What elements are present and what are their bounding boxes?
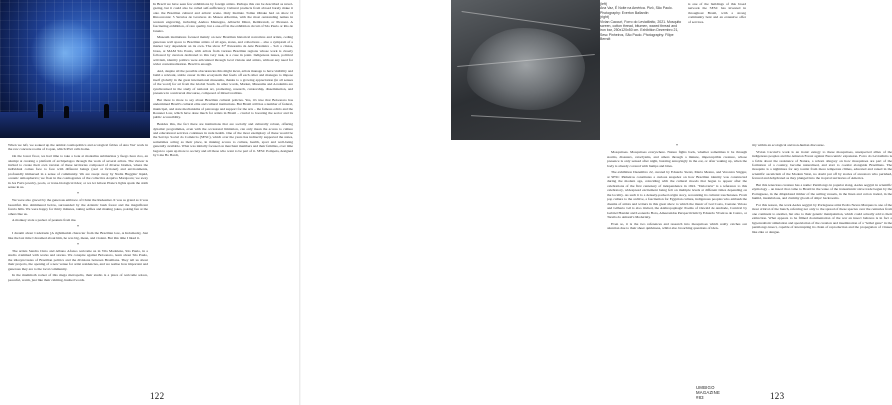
right-column-intro (688, 2, 746, 26)
body-paragraph: For this reason, the work Aedes aegypti by Portuguese artist Pedro Neves Marques is one of the most critical of the bunch, referring not only to the spread of these species over the centuries from one continent to another, but also to their genetic manipulation, which could actually add to their extinction. What appears to be filmed documentation of the war an insect behaves is in fact a hyperrealistic simulation and speculation of the creation and insemination of a "lethal gene" in the pernilongo insect, capable of interrupting its chain of reproduction and the propagation of viruses like zika or dengue. (752, 203, 892, 234)
body-paragraph: The artists Sandra Cinto and Albano Afonso welcome us in Vila Madalena, São Paulo, in a studio crammed with works and stories. We conspire against Bolsonaro, learn about São Paulo, the idiosyncrasies of Brazilian politics and the divisions between Brazilians. They tell us about their projects, the opening of a new venue for artist residencies, and we realise how important and generous they are to the local community. (8, 249, 148, 271)
body-paragraph: We were also graced by the generous embrace of Christ the Redeemer. It was as grand as it was beautiful. Rio shimmered below, surrounded by the Atlantic bush forest and the magnificent favela hills. We were happy for thirty minutes, taking selfies and making jokes, poking fun at the others like us. (8, 198, 148, 216)
body-paragraph: In the mammoth rocket of this mega metropolis, their studio is a place of welcome solace, peaceful, warm, just like their calming, hushed words. (8, 273, 148, 282)
installation-photo (0, 0, 150, 138)
body-paragraph: I dreamt about Cadeirudo [A rightmarish character from the Brazilian lore, A Indomada]. Just like the last time I dreamed about him, he was big, mean, and violent. But this time I liked it. (8, 231, 148, 240)
photo-visitor-figure (104, 104, 109, 118)
body-paragraph: Vivian Caccuri's work is an ironic eulogy to these mosquitoes, unexpected allies of the indigenous peoples and the Amazon Forest against Eurocentric expansion. Forro do Leviatãnito is a fable about the resistance of Nature, a reborn allegory on how mosquitoes are part of the formation of a country, become naturalised, and start to coexist alongside Brazilians. The mosquito is a nightmare for any tourist from more temperate climes, educated and raised in the scientific asceticism of the Modern West, no doubt put off by stories of ancestors who perished, fevered and dehydrated as they plunged into the tropical territories of America. (752, 149, 892, 181)
right-column-2 (752, 143, 892, 236)
body-paragraph: In Brazil we have seen few exhibitions by foreign artists. Perhaps this can be described as navel-gazing, but it could also be called self-sufficiency. Cultural products from abroad barely make it onto the Brazilian cultural and artistic scene. Only Instituto Tomie Ohtake had on show O Rinoceronte: 5 Séculos de Gravuras do Museu Albertina, with the most outstanding names in western engraving, including Andrea Mantegna, Albrecht Dürer, Rembrandt, or Piranesi. A fascinating exhibition, of rare quality, but a one-off in the exhibition circuit of São Paulo or Rio de Janeiro. (153, 2, 293, 33)
caption-line: Vivian Caccuri, Forro do Leviatãnito, 2021. Mosquito screen, cotton thread, bitumen, waxed thread and iron bar, 250x120x50 cm. Exhibition Dezembro 21, Sesc Pinheiros, São Paulo. Photography: Filipe Berndt (600, 19, 682, 42)
body-paragraph: On the lower floor, we had time to take a look at montañas submarinas y fuego hace ríos, an attempt at creating a platform of archipelagos through the work of several artists. The viewer is invited to create their own version of these territories composed of diverse biomes, where the individual comes face to face with different beings (real or fictional) and environments, profoundly immersed in a sense of community. We are swept away by Nadia Huggins' liquid, oceanic atmospherics; we float in the cosmogonies of the collective Arquivo Marajoara; we sway in Jes Fan's jewelry, pools, or trans-biological tides; or we let Gilson Plano's lights spark the sixth sense in us. (8, 154, 148, 190)
photo-caption (600, 2, 682, 42)
caption-line: (left) (600, 2, 607, 6)
page-number-left: 122 (150, 391, 165, 401)
right-column-1 (607, 143, 747, 233)
body-paragraph: Mosquitoes. Mosquitoes everywhere. Nature fights back, whether sometimes it be through storms, disasters, cataclysms, and others through a minute, imperceptible creature, whose presence is only sensed after night, buzzing annoyingly in the ear, or after waking up, when the body is already covered with bumps and bites. (607, 150, 747, 168)
body-paragraph: Museum institutions focused mainly on new Brazilian historical narratives and artists, ceding generous wall space to Brazilian artists of all ages, states, and collections – also a symptom of a market very dependent on its own. The show 37ª Panorama da Arte Brasileira – Sob a cinzas, brasa, at MAM São Paulo, with artists from various Brazilian regions whose work is closely followed by curators dedicated to this very task, is a case in point. Indigenous issues, political activism, identity politics were articulated through local visions and artists, without any need for wider contextualisation. Brazil is enough. (153, 35, 293, 67)
body-paragraph: Besides this, the fact there are institutions that are socially and culturally robust, offering dynamic programmes, even with the occasional limitation, can only mean the access to culture and educational services continues in rude health. One of the most exemplary of these would be the Serviço Social do Comércio (SESC), which over the years has indirectly supported the states, sometimes acting as their place, in making access to culture, health, sport and well-being generally available. What was initially focused on merchant members and their families, over time began to open up more to society and all those who want to be part of it. SESC Pompeia, designed by Lina Bo Bardi, (153, 122, 293, 158)
sculpture-photo (451, 0, 600, 140)
body-paragraph: But this tenacious creature has a name: Pernilongo in popular slang, Aedes aegypti in scientific etymology – an insect that came to Brazil in the wake of the transatlantic slave trade begun by the Portuguese, in the dilapidated timber of the sailing vessels, in the linen and cotton traded, in the humid, insalubrious, and clammy gloom of ships' backrooms. (752, 183, 892, 201)
photo-visitor-figure (64, 106, 69, 118)
section-divider: * (77, 241, 79, 247)
section-divider: * (77, 224, 79, 229)
body-paragraph: Even so, it is the two references and research into mosquitoes which really catches our attention due to their sheer quirkiness, whilst also broaching questions of iden- (607, 221, 747, 231)
body-paragraph: And, despite all the possible obscurancies this might incur, artists manage to have visibility and build a relevant, stable career in this ecosystem that feeds off each other and manages to impose itself globally in the great international museums, thanks to a growing appreciation (in all senses of the word) for art from the Global South. In other words, Market, Museums and Academia are synchronised in the study of national art, promoting, research, curatorship, dissemination, and presence in a universal discourse, composed of mixed realities. (153, 68, 293, 95)
caption-line: (right) (600, 15, 610, 20)
section-divider: * (676, 143, 678, 148)
section-divider: * (77, 190, 79, 196)
left-column-1 (8, 143, 148, 285)
sculpture-strand (471, 115, 581, 122)
photo-light-beam (30, 18, 100, 88)
running-title: UMBIGO MAGAZINE #83 (696, 385, 721, 400)
photo-floor (0, 112, 150, 138)
body-paragraph: tity within an ecological and non-human discourse. (752, 143, 825, 147)
body-paragraph: The exhibition Dezembro 22, curated by Eduardo Sterzi, Marta Mestre, and Veronica Stigger, at SESC Pinheiros constitutes a curious snapshot on how Brazilian identity was constructed during the modern age, coinciding with the cultural moods that began to appear after the celebrations of the first centenary of independence in 1922. "Delovaria" is a reference to this celebratory, widespread excitement being felt on multiple levels at different times depending on the locality. As such it is a densely-packed origin story, recounting its cultural touchstones. From pop culture to the archive, a fascination for Egyptian culture, indigenous peoples who ambush the dreams of artists and writers in this great show to which the music of Gal Costa, Caetano Veloso and Gilberto Gil is also invited, the Anthropophagic Poems of Oswald de Andrade, Carnival by Gabriel Hastdet and Leonardo Bora, Amazonidas Perspectivism by Eduardo Viveiros de Castro, or Tarsila do Amaral's Modernity. (607, 170, 747, 219)
photo-visitor-figure (38, 104, 43, 118)
page-number-right: 123 (770, 391, 785, 401)
body-paragraph: is one of the buildings of this broad network the SESC has invested in throughout Brazil, with a strong community bent and an extensive offer of services. (688, 2, 746, 24)
sculpture-body (467, 28, 585, 110)
left-column-2 (153, 2, 293, 160)
caption-line: Ana Vaz, É Noite na América. Pivô, São Paulo. Photography: Everton Ballardin (600, 6, 673, 15)
left-page (0, 0, 300, 405)
body-paragraph: But there is more to say about Brazilian cultural policies. Yes, it's true that Bolsonaro has undermined Brazil's cultural elite and cultural institutions. But Brazil still has a number of federal, municipal, and state mechanisms of patronage and support for the arts – the famous edicts and the Rouanet Law, which have done much for artists in Brazil – crucial to boosting the sector and its public accessibility. (153, 97, 293, 120)
body-paragraph: A monkey stole a packet of peanuts from me. (12, 218, 77, 223)
body-paragraph: When we left, we soaked up the animal cosmopolitics and ecological fables of Ana Vaz' work in the raw concrete rooms of Copan, which Pivô calls home. (8, 143, 148, 152)
